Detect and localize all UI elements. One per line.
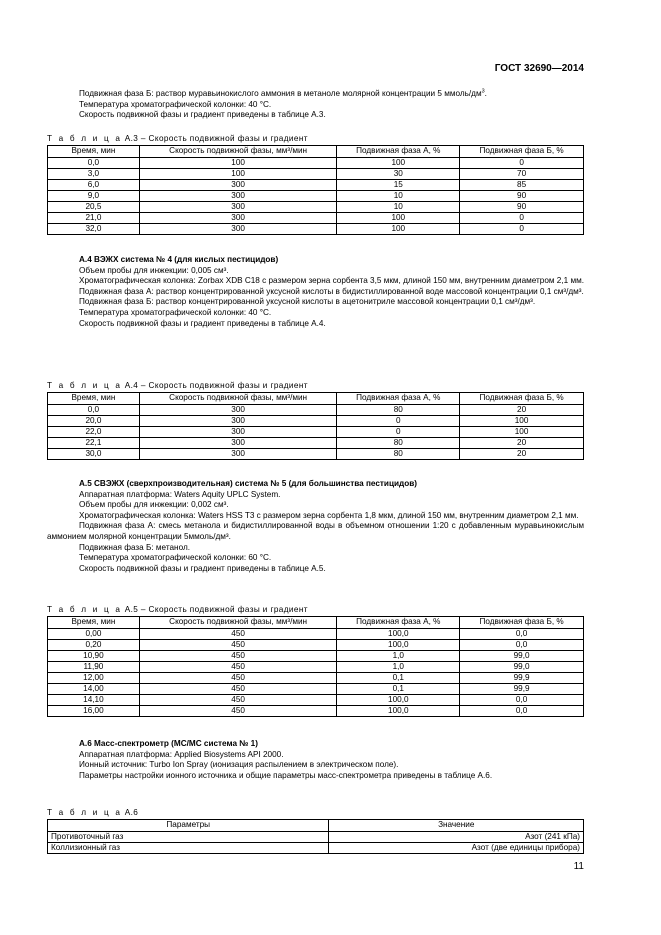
table-header-cell: Значение (329, 819, 584, 831)
table-a5-body (48, 628, 584, 716)
table-cell: 100 (460, 426, 584, 437)
table-header-cell: Время, мин (48, 392, 140, 404)
table-cell: Коллизионный газ (48, 842, 329, 853)
table-cell: 300 (139, 404, 337, 415)
table-row (48, 672, 584, 683)
table-a3-block (47, 134, 584, 235)
table-cell: 100 (139, 168, 337, 179)
section-a5-title: А.5 СВЭЖХ (сверхпроизводительная) система № 5 (для большинства пестицидов) (79, 479, 417, 488)
table-row (48, 415, 584, 426)
table-cell: 10 (337, 201, 460, 212)
table-cell: 300 (139, 223, 337, 234)
table-cell: 1,0 (337, 661, 460, 672)
table-cell: 20 (460, 404, 584, 415)
table-cell: 450 (139, 672, 337, 683)
table-a6 (47, 819, 584, 854)
section-a4-paragraph-6: Скорость подвижной фазы и градиент приведены в таблице А.4. (79, 318, 326, 328)
intro-paragraph-1: Подвижная фаза Б: раствор муравьинокислого аммония в метаноле молярной концентрации 5 ммоль/$дм^3$. (79, 88, 487, 98)
section-a6-paragraph-3: Параметры настройки ионного источника и общие параметры масс-спектрометра приведены в таблице А.6. (79, 770, 493, 780)
section-a4-paragraph-1: Объем пробы для инжекции: 0,005 см³. (79, 265, 229, 275)
table-cell: 30 (337, 168, 460, 179)
table-cell: 14,10 (48, 694, 140, 705)
section-a6 (47, 739, 584, 781)
section-a6-paragraph-1: Аппаратная платформа: Applied Biosystems API 2000. (79, 749, 284, 759)
table-row (48, 190, 584, 201)
table-row (48, 437, 584, 448)
table-row (48, 448, 584, 459)
table-cell: 450 (139, 650, 337, 661)
table-row (48, 683, 584, 694)
table-cell: 300 (139, 448, 337, 459)
table-cell: 100 (139, 157, 337, 168)
section-a4-paragraph-5: Температура хроматографической колонки: 40 °С. (79, 307, 272, 317)
table-header-cell: Время, мин (48, 145, 140, 157)
table-cell: 10,90 (48, 650, 140, 661)
section-a4-paragraph-3: Подвижная фаза А: раствор концентрированной уксусной кислоты в бидистиллированной воде массовой концентрации 0,1 см³/дм³. (79, 286, 584, 296)
table-a3 (47, 145, 584, 235)
table-cell: 300 (139, 212, 337, 223)
table-cell: 22,1 (48, 437, 140, 448)
section-a6-paragraph-2: Ионный источник: Turbo Ion Spray (ионизация распылением в электрическом поле). (79, 760, 399, 770)
table-cell: 0 (460, 157, 584, 168)
table-cell: 300 (139, 179, 337, 190)
intro-paragraph-3: Скорость подвижной фазы и градиент приведены в таблице А.3. (79, 110, 326, 120)
section-a5-paragraph-4: Подвижная фаза А: смесь метанола и бидистиллированной воды в объемном отношении 1:20 с добавленным муравьинокислым аммонием молярной концентрации 5ммоль/дм³. (47, 521, 584, 541)
table-cell: 30,0 (48, 448, 140, 459)
table-cell: 0,0 (48, 157, 140, 168)
table-cell: 15 (337, 179, 460, 190)
table-a3-body (48, 157, 584, 234)
table-cell: 9,0 (48, 190, 140, 201)
table-row (48, 831, 584, 842)
table-a5 (47, 616, 584, 717)
section-a5-paragraph-6: Температура хроматографической колонки: 60 °С. (79, 553, 272, 563)
table-cell: 100,0 (337, 705, 460, 716)
table-row (48, 404, 584, 415)
table-header-row (48, 145, 584, 157)
table-cell: 100,0 (337, 639, 460, 650)
section-a5-paragraph-5: Подвижная фаза Б: метанол. (79, 542, 190, 552)
table-cell: Азот (241 кПа) (329, 831, 584, 842)
table-cell: 100 (337, 157, 460, 168)
section-a5-paragraph-1: Аппаратная платформа: Waters Aquity UPLC System. (79, 489, 281, 499)
table-cell: 0,0 (48, 404, 140, 415)
table-header-row (48, 616, 584, 628)
table-cell: 300 (139, 190, 337, 201)
table-header-row (48, 392, 584, 404)
table-cell: 20,5 (48, 201, 140, 212)
table-cell: 99,9 (460, 672, 584, 683)
table-cell: 100,0 (337, 694, 460, 705)
table-cell: 22,0 (48, 426, 140, 437)
table-cell: 90 (460, 190, 584, 201)
section-a5-paragraph-3: Хроматографическая колонка: Waters HSS T3 с размером зерна сорбента 1,8 мкм, длиной 150 мм, внутренним диаметром 2,1 мм. (79, 510, 579, 520)
table-cell: 14,00 (48, 683, 140, 694)
table-row (48, 661, 584, 672)
table-cell: 70 (460, 168, 584, 179)
table-row (48, 201, 584, 212)
table-cell: 100 (460, 415, 584, 426)
table-header-cell: Подвижная фаза Б, % (460, 616, 584, 628)
table-a5-block (47, 605, 584, 717)
table-cell: 32,0 (48, 223, 140, 234)
table-cell: 20 (460, 448, 584, 459)
table-cell: 100,0 (337, 628, 460, 639)
table-row (48, 628, 584, 639)
table-cell: 12,00 (48, 672, 140, 683)
table-header-cell: Подвижная фаза А, % (337, 392, 460, 404)
table-cell: 90 (460, 201, 584, 212)
table-cell: 0,0 (460, 628, 584, 639)
section-a4-paragraph-2: Хроматографическая колонка: Zorbax XDB C18 с размером зерна сорбента 3,5 мкм, длиной 150 мм, внутренним диаметром 2,1 мм. (79, 276, 584, 286)
table-row (48, 842, 584, 853)
table-header-row (48, 819, 584, 831)
table-cell: 0,00 (48, 628, 140, 639)
table-header-cell: Скорость подвижной фазы, мм³/мин (139, 145, 337, 157)
table-row (48, 212, 584, 223)
table-cell: 3,0 (48, 168, 140, 179)
table-row (48, 168, 584, 179)
table-row (48, 179, 584, 190)
section-a6-title: А.6 Масс-спектрометр (МС/МС система № 1) (79, 739, 258, 748)
table-cell: 99,0 (460, 661, 584, 672)
table-row (48, 157, 584, 168)
table-cell: 0,0 (460, 705, 584, 716)
table-cell: 450 (139, 661, 337, 672)
table-cell: 20,0 (48, 415, 140, 426)
table-cell: 450 (139, 683, 337, 694)
page-number: 11 (573, 861, 584, 872)
section-a5 (47, 479, 584, 574)
table-cell: Азот (две единицы прибора) (329, 842, 584, 853)
table-cell: 100 (337, 223, 460, 234)
document-code: ГОСТ 32690—2014 (494, 63, 584, 74)
table-row (48, 223, 584, 234)
section-a4-title: А.4 ВЭЖХ система № 4 (для кислых пестицидов) (79, 255, 279, 264)
table-row (48, 705, 584, 716)
table-header-cell: Скорость подвижной фазы, мм³/мин (139, 616, 337, 628)
table-cell: 99,0 (460, 650, 584, 661)
table-cell: 21,0 (48, 212, 140, 223)
table-cell: 100 (337, 212, 460, 223)
table-cell: 10 (337, 190, 460, 201)
table-cell: 0 (460, 223, 584, 234)
section-a5-paragraph-7: Скорость подвижной фазы и градиент приведены в таблице А.5. (79, 563, 326, 573)
table-cell: 300 (139, 426, 337, 437)
table-cell: Противоточный газ (48, 831, 329, 842)
section-a4-paragraph-4: Подвижная фаза Б: раствор концентрированной уксусной кислоты в ацетонитриле массовой концентрации 0,1 см³/дм³. (79, 297, 536, 307)
table-header-cell: Подвижная фаза А, % (337, 616, 460, 628)
table-header-cell: Подвижная фаза А, % (337, 145, 460, 157)
table-row (48, 650, 584, 661)
table-cell: 80 (337, 448, 460, 459)
table-cell: 0 (337, 426, 460, 437)
intro-paragraph-2: Температура хроматографической колонки: 40 °С. (79, 99, 272, 109)
table-cell: 99,9 (460, 683, 584, 694)
table-row (48, 426, 584, 437)
section-a5-paragraph-2: Объем пробы для инжекции: 0,002 см³. (79, 500, 229, 510)
table-cell: 300 (139, 437, 337, 448)
table-a6-block (47, 808, 584, 854)
table-header-cell: Подвижная фаза Б, % (460, 392, 584, 404)
table-a6-body (48, 831, 584, 853)
intro-block (47, 89, 584, 121)
table-cell: 0 (460, 212, 584, 223)
table-a5-caption: Т а б л и ц а А.5 – Скорость подвижной фазы и градиент (47, 605, 308, 614)
table-cell: 0,20 (48, 639, 140, 650)
table-header-cell: Время, мин (48, 616, 140, 628)
table-cell: 300 (139, 201, 337, 212)
table-a4-block (47, 381, 584, 460)
table-a6-caption: Т а б л и ц а А.6 (47, 808, 139, 817)
table-cell: 450 (139, 639, 337, 650)
table-cell: 80 (337, 404, 460, 415)
table-cell: 0,1 (337, 683, 460, 694)
table-cell: 450 (139, 705, 337, 716)
table-a4-caption: Т а б л и ц а А.4 – Скорость подвижной фазы и градиент (47, 381, 308, 390)
table-header-cell: Подвижная фаза Б, % (460, 145, 584, 157)
table-cell: 1,0 (337, 650, 460, 661)
table-a4-body (48, 404, 584, 459)
table-header-cell: Скорость подвижной фазы, мм³/мин (139, 392, 337, 404)
table-cell: 0,1 (337, 672, 460, 683)
table-cell: 450 (139, 628, 337, 639)
table-cell: 85 (460, 179, 584, 190)
table-header-cell: Параметры (48, 819, 329, 831)
section-a4 (47, 255, 584, 329)
table-cell: 0,0 (460, 639, 584, 650)
table-row (48, 694, 584, 705)
table-row (48, 639, 584, 650)
table-a4 (47, 392, 584, 460)
table-cell: 16,00 (48, 705, 140, 716)
table-cell: 11,90 (48, 661, 140, 672)
table-a3-caption: Т а б л и ц а А.3 – Скорость подвижной фазы и градиент (47, 134, 308, 143)
table-cell: 300 (139, 415, 337, 426)
table-cell: 20 (460, 437, 584, 448)
table-cell: 0 (337, 415, 460, 426)
table-cell: 450 (139, 694, 337, 705)
table-cell: 80 (337, 437, 460, 448)
table-cell: 6,0 (48, 179, 140, 190)
table-cell: 0,0 (460, 694, 584, 705)
